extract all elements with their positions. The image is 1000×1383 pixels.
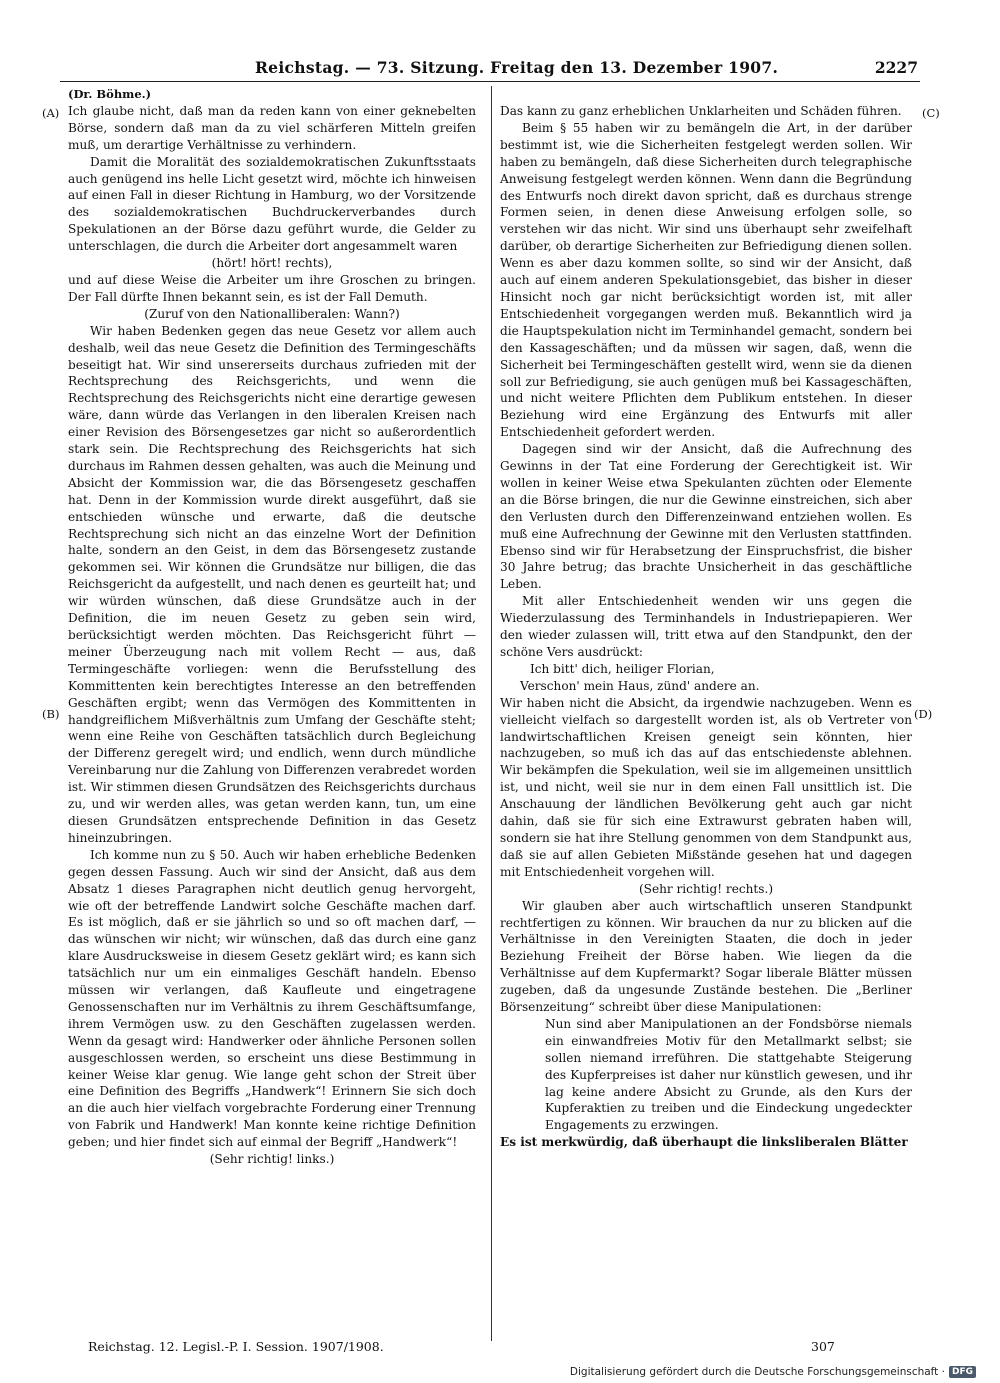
paragraph: Es ist merkwürdig, daß überhaupt die linksliberalen Blätter — [500, 1135, 908, 1150]
margin-marker-d: (D) — [914, 707, 933, 721]
paragraph: Wir haben nicht die Absicht, da irgendwie nachzugeben. Wenn es vielleicht vielfach so dargestellt worden ist, als ob Vertreter von landwirtschaftlichen Kreisen geneigt sein könnten, hier nachzugeben, so muß ich das auf das entschiedenste ablehnen. Wir bekämpfen die Spekulation, weil sie im allgemeinen unsittlich ist, und nicht, weil sie nur in dem einen Fall unsittlich ist. Die Anschauung der ländlichen Bevölkerung geht auch gar nicht dahin, daß sie für sich eine Extrawurst gebraten haben will, sondern sie hat ihre Stellung genommen von dem Standpunkt aus, daß sie auf allen Gebieten Mißstände gesehen hat und dagegen mit Entschiedenheit vorgehen will. — [500, 695, 912, 879]
block-quote: Nun sind aber Manipulationen an der Fondsbörse niemals ein einwandfreies Motiv für den Metallmarkt selbst; sie sollen niemand irreführen. Die stattgehabte Steigerung des Kupferpreises ist daher nur künstlich gewesen, und ihr lag keine andere Absicht zu Grunde, als den Kurs der Kupferaktien zu treiben und die Eindeckung ungedeckter Engagements zu erzwingen. — [545, 1016, 912, 1133]
paragraph: und auf diese Weise die Arbeiter um ihre Groschen zu bringen. Der Fall dürfte Ihnen bekannt sein, es ist der Fall Demuth. — [68, 272, 476, 304]
header-title: Reichstag. — 73. Sitzung. Freitag den 13. Dezember 1907. — [255, 58, 779, 77]
footer-sheet-number: 307 — [811, 1339, 835, 1354]
speaker-label: (Dr. Böhme.) — [68, 87, 152, 101]
interjection: (Sehr richtig! rechts.) — [638, 881, 774, 896]
dfg-logo: DFG — [949, 1366, 976, 1378]
margin-marker-a: (A) — [42, 106, 60, 120]
column-divider — [491, 86, 492, 1341]
paragraph: Beim § 55 haben wir zu bemängeln die Art, in der darüber bestimmt ist, wie die Sicherheiten festgelegt werden sollen. Wir haben zu bemängeln, daß diese Sicherheiten durch telegraphische Anweisung festgelegt werden können. Wenn dann die Begründung des Entwurfs noch direkt davon spricht, daß es durchaus strenge Formen seien, in denen diese Anweisung erfolgen solle, so verstehen wir das nicht. Wir sind uns überhaupt sehr zweifelhaft darüber, ob derartige Sicherheiten zur Befriedigung dienen sollen. Wenn es aber dazu kommen sollte, so sind wir der Ansicht, daß auch auf einem anderen Spekulationsgebiet, das bisher in dieser Hinsicht noch gar nicht berücksichtigt worden ist, mit aller Entschiedenheit vorgegangen werden muß. Bekanntlich wird ja die Hauptspekulation nicht im Terminhandel gemacht, sondern bei den Kassageschäften; und da müssen wir sagen, daß, wenn die Sicherheit bei Termingeschäften gestellt wird, wenn sie da dienen soll zur Befriedigung, sie auch genügen muß bei Kassageschäften, und nicht weitere Pflichten dem Publikum entstehen. In dieser Beziehung wird eine Ergänzung des Entwurfs mit aller Entschiedenheit gefordert werden. — [500, 120, 912, 440]
paragraph: Ich glaube nicht, daß man da reden kann von einer geknebelten Börse, sondern daß man da zu viel schärferen Mitteln greifen muß, um derartige Verhältnisse zu verhindern. — [68, 103, 476, 152]
left-column — [68, 86, 476, 1168]
verse-line: Verschon' mein Haus, zünd' andere an. — [520, 678, 760, 693]
right-column — [500, 103, 912, 1151]
paragraph: Ich komme nun zu § 50. Auch wir haben erhebliche Bedenken gegen dessen Fassung. Auch wir sind der Ansicht, daß aus dem Absatz 1 dieses Paragraphen nicht deutlich genug hervorgeht, wie oft der betreffende Landwirt solche Geschäfte machen darf. Es ist möglich, daß er sie jährlich so und so oft machen darf, — das wünschen wir nicht; wir wünschen, daß das durch eine ganz klare Ausdrucksweise in diesem Gesetz geklärt wird; es kann sich tatsächlich nur um ein einmaliges Geschäft handeln. Ebenso müssen wir verlangen, daß Kaufleute und eingetragene Genossenschaften nur im Verhältnis zu ihrem Geschäftsumfange, ihrem Vermögen usw. zu den Geschäften zugelassen werden. Wenn da gesagt wird: Handwerker oder ähnliche Personen sollen ausgeschlossen werden, so erscheint uns diese Bestimmung in keiner Weise klar genug. Wie lange geht schon der Streit über eine Definition des Begriffs „Handwerk“! Erinnern Sie sich doch an die auch hier vielfach vorgebrachte Forderung einer Trennung von Fabrik und Handwerk! Man konnte keine richtige Definition geben; und hier findet sich auf einmal der Begriff „Handwerk“! — [68, 847, 476, 1150]
margin-marker-b: (B) — [42, 707, 60, 721]
header-rule — [60, 81, 920, 82]
paragraph: Mit aller Entschiedenheit wenden wir uns gegen die Wiederzulassung des Terminhandels in Industriepapieren. Wer den wieder zulassen will, tritt etwa auf den Standpunkt, den der schöne Vers ausdrückt: — [500, 594, 912, 659]
verse-line: Ich bitt' dich, heiliger Florian, — [530, 661, 715, 676]
funding-credit — [570, 1366, 976, 1378]
paragraph: Dagegen sind wir der Ansicht, daß die Aufrechnung des Gewinns in der Tat eine Forderung der Gerechtigkeit ist. Wir wollen in keiner Weise etwa Spekulanten züchten oder Elemente an die Börse bringen, die nur die Gewinne einstreichen, sich aber den Verlusten durch den Differenzeinwand entziehen wollen. Es muß eine Aufrechnung der Gewinne mit den Verlusten stattfinden. Ebenso sind wir für Herabsetzung der Einspruchsfrist, die bisher 30 Jahre betrug; das brachte Unsicherheit in das geschäftliche Leben. — [500, 442, 912, 592]
interjection: (Zuruf von den Nationalliberalen: Wann?) — [144, 306, 400, 321]
funding-credit-text: Digitalisierung gefördert durch die Deutsche Forschungsgemeinschaft · — [569, 1366, 945, 1378]
margin-marker-c: (C) — [922, 106, 940, 120]
paragraph: Wir haben Bedenken gegen das neue Gesetz vor allem auch deshalb, weil das neue Gesetz die Definition des Termingeschäfts beseitigt hat. Wir sind unsererseits durchaus zufrieden mit der Rechtsprechung des Reichsgerichts, und wenn die Rechtsprechung des Reichsgerichts nicht eine derartige gewesen wäre, dann würde das Verlangen in den liberalen Kreisen nach einer Revision des Börsengesetzes gar nicht so außerordentlich stark sein. Die Rechtsprechung des Reichsgerichts hat sich durchaus im Rahmen dessen gehalten, was auch die Meinung und Absicht der Kommission war, die das Börsengesetz geschaffen hat. Denn in der Kommission wurde direkt ausgeführt, daß sie entschieden wünsche und erwarte, daß die deutsche Rechtsprechung sich nicht an das einzelne Wort der Definition halte, sondern an den Geist, in dem das Börsengesetz zustande gekommen sei. Wir können die Grundsätze nur billigen, die das Reichsgericht da aufgestellt, und nach denen es geurteilt hat; und wir würden wünschen, daß diese Grundsätze auch in der Definition, die im neuen Gesetz zu geben sein wird, berücksichtigt werden möchten. Das Reichsgericht führt — meiner Überzeugung nach mit vollem Recht — aus, daß Termingeschäfte vorliegen: wenn die Berufsstellung des Kommittenten kein berechtigtes Interesse an den betreffenden Geschäften ergibt; wenn das Vermögen des Kommittenten in handgreiflichem Mißverhältnis zum Umfang der Geschäfte steht; wenn eine Reihe von Geschäften tatsächlich durch Begleichung der Differenz geregelt wird; und endlich, wenn durch mündliche Vereinbarung nur die Zahlung von Differenzen verabredet worden ist. Wir stimmen diesen Grundsätzen des Reichsgerichts durchaus zu, und wir werden alles, was getan werden kann, tun, um eine diesen Grundsätzen entsprechende Definition in das Gesetz hineinzubringen. — [68, 323, 476, 845]
interjection: (Sehr richtig! links.) — [209, 1152, 335, 1167]
paragraph: Damit die Moralität des sozialdemokratischen Zukunftsstaats auch genügend ins helle Licht gesetzt wird, möchte ich hinweisen auf einen Fall in dieser Richtung in Hamburg, wo der Vorsitzende des sozialdemokratischen Buchdruckerverbandes durch Spekulationen an der Börse dazu geführt wurde, die Gelder zu unterschlagen, die durch die Arbeiter dort angesammelt waren — [68, 154, 476, 254]
running-header — [60, 58, 920, 80]
footer-session: Reichstag. 12. Legisl.-P. I. Session. 1907/1908. — [88, 1339, 384, 1354]
page-number: 2227 — [874, 58, 918, 77]
paragraph: Das kann zu ganz erheblichen Unklarheiten und Schäden führen. — [500, 104, 902, 118]
paragraph: Wir glauben aber auch wirtschaftlich unseren Standpunkt rechtfertigen zu können. Wir brauchen da nur zu blicken auf die Verhältnisse in den Vereinigten Staaten, die doch in jeder Beziehung Freiheit der Börse haben. Wie liegen da die Verhältnisse auf dem Kupfermarkt? Sogar liberale Blätter müssen zugeben, daß da ungesunde Zustände bestehen. Die „Berliner Börsenzeitung“ schreibt über diese Manipulationen: — [500, 898, 912, 1015]
interjection: (hört! hört! rechts), — [211, 256, 333, 271]
